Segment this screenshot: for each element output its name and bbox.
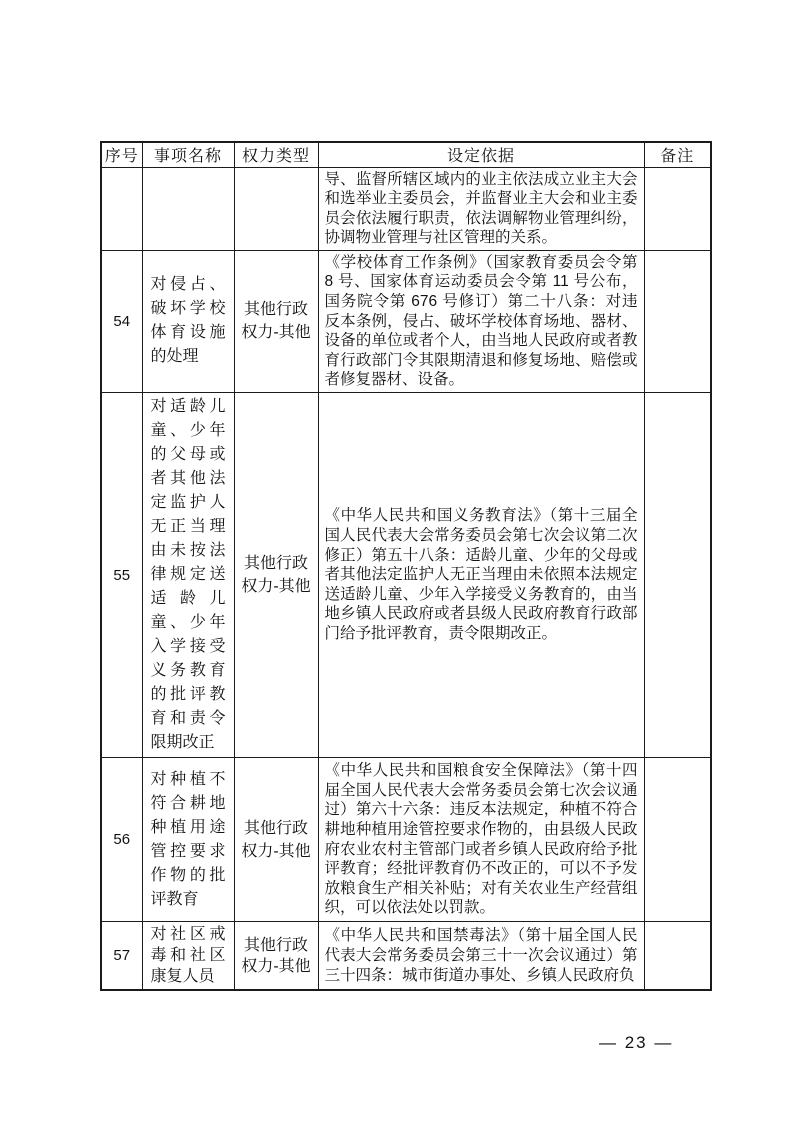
table-row-57 [101, 922, 711, 991]
table-row-continuation [101, 167, 711, 250]
power-type-text: 其他行政权力-其他 [241, 936, 311, 975]
item-name-text: 对侵占、破坏学校体育设施的处理 [150, 276, 226, 366]
remark-cell [644, 250, 711, 392]
legal-basis-text: 导、监督所辖区域内的业主依法成立业主大会和选举业主委员会，并监督业主大会和业主委员会依法履行职责，依法调解物业管理纠纷，协调物业管理与社区管理的关系。 [324, 170, 638, 247]
power-type-text: 其他行政权力-其他 [241, 301, 311, 342]
legal-basis-cell [318, 250, 644, 392]
item-name-text: 对社区戒毒和社区康复人员 [150, 926, 226, 986]
header-power-type: 权力类型 [234, 142, 318, 167]
page-number: — 23 — [599, 1033, 674, 1052]
item-name-cell [142, 167, 234, 250]
seq-cell: 57 [101, 922, 142, 991]
header-legal-basis: 设定依据 [318, 142, 644, 167]
power-type-text: 其他行政权力-其他 [241, 555, 311, 596]
legal-basis-cell [318, 758, 644, 922]
table-row-55 [101, 393, 711, 758]
legal-basis-cell [318, 393, 644, 758]
table-header-row [101, 142, 711, 167]
table-row-54 [101, 250, 711, 392]
remark-cell [644, 167, 711, 250]
admin-power-items-table [100, 141, 712, 991]
item-name-text: 对种植不符合耕地种植用途管控要求作物的批评教育 [150, 770, 226, 908]
power-type-cell [234, 250, 318, 392]
legal-basis-cell [318, 922, 644, 991]
power-type-text: 其他行政权力-其他 [241, 819, 311, 860]
legal-basis-text: 《中华人民共和国义务教育法》（第十三届全国人民代表大会常务委员会第七次会议第二次修正）第五十八条：适龄儿童、少年的父母或者其他法定监护人无正当理由未依照本法规定送适龄儿童、少年入学接受义务教育的，由当地乡镇人民政府或者县级人民政府教育行政部门给予批评教育，责令限期改正。 [324, 507, 638, 643]
seq-cell [101, 167, 142, 250]
seq-cell: 56 [101, 758, 142, 922]
remark-cell [644, 393, 711, 758]
item-name-cell [142, 393, 234, 758]
power-type-cell [234, 393, 318, 758]
header-seq: 序号 [101, 142, 142, 167]
table-row-56 [101, 758, 711, 922]
seq-cell: 54 [101, 250, 142, 392]
power-type-text [235, 207, 318, 211]
header-item-name: 事项名称 [142, 142, 234, 167]
legal-basis-text: 《中华人民共和国禁毒法》（第十届全国人民代表大会常务委员会第三十一次会议通过）第三十四条：城市街道办事处、乡镇人民政府负 [324, 926, 638, 984]
item-name-text [143, 207, 234, 211]
power-type-cell [234, 167, 318, 250]
legal-basis-text: 《中华人民共和国粮食安全保障法》（第十四届全国人民代表大会常务委员会第七次会议通过）第六十六条：违反本法规定，种植不符合耕地种植用途管控要求作物的，由县级人民政府农业农村主管部门或者乡镇人民政府给予批评教育；经批评教育仍不改正的，可以不予发放粮食生产相关补贴；对有关农业生产经营组织，可以依法处以罚款。 [324, 762, 638, 917]
power-type-cell [234, 758, 318, 922]
item-name-cell [142, 250, 234, 392]
power-type-cell [234, 922, 318, 991]
item-name-cell [142, 922, 234, 991]
legal-basis-cell [318, 167, 644, 250]
remark-cell [644, 922, 711, 991]
item-name-cell [142, 758, 234, 922]
header-remark: 备注 [644, 142, 711, 167]
remark-cell [644, 758, 711, 922]
seq-cell: 55 [101, 393, 142, 758]
item-name-text: 对适龄儿童、少年的父母或者其他法定监护人无正当理由未按法律规定送适龄儿童、少年入学接受义务教育的批评教育和责令限期改正 [150, 398, 226, 752]
legal-basis-text: 《学校体育工作条例》（国家教育委员会令第 8 号、国家体育运动委员会令第 11 号公布，国务院令第 676 号修订）第二十八条：对违反本条例，侵占、破坏学校体育场地、器材、设备的单位或者个人，由当地人民政府或者教育行政部门令其限期清退和修复场地、赔偿或者修复器材、设备。 [324, 253, 638, 389]
